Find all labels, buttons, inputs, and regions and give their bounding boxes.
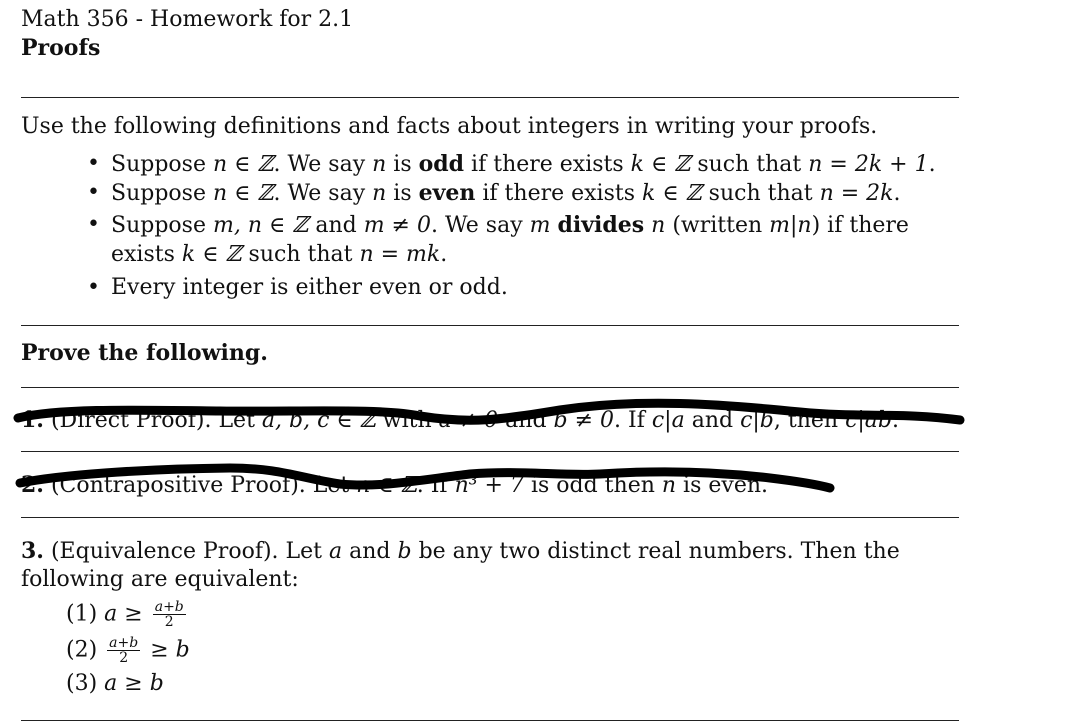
divider-5 [21, 517, 959, 518]
problem-text: be any two distinct real numbers. Then the [411, 539, 900, 564]
option-lhs: a ≥ b [104, 671, 164, 696]
def-text: Suppose [111, 152, 213, 177]
def-text: such that [701, 181, 820, 206]
def-math: n = 2k [819, 181, 894, 206]
page-title: Proofs [21, 35, 101, 61]
def-math: n = 2k + 1 [808, 152, 929, 177]
def-text: such that [241, 242, 360, 267]
def-term: even [418, 180, 476, 206]
problem-text: and [342, 539, 398, 564]
problem-math: b ≠ 0 [553, 408, 615, 433]
problem-text: is odd then [523, 473, 662, 498]
def-math: m ≠ 0 [363, 213, 431, 238]
def-var: n [372, 181, 387, 206]
fraction-numerator: a+b [109, 635, 139, 651]
def-var: n [651, 213, 666, 238]
problem-text: Let [305, 473, 357, 498]
def-text: if there exists [464, 152, 631, 177]
def-math: k ∈ ℤ [642, 181, 702, 206]
def-math: n ∈ ℤ [212, 181, 274, 206]
def-math: m, n ∈ ℤ [212, 213, 309, 238]
problem-text: Let [211, 408, 262, 433]
def-term: odd [418, 151, 465, 177]
problem-math: a, b, c ∈ ℤ [261, 408, 376, 433]
option-number: (3) [66, 671, 98, 696]
def-text: . We say [273, 181, 373, 206]
equivalence-option-3 [66, 671, 164, 696]
option-lhs: a ≥ [104, 601, 143, 627]
problem-var: b [397, 539, 412, 564]
problem-math: n [661, 473, 677, 498]
bullet-icon: • [87, 275, 100, 300]
def-text: Suppose [111, 181, 213, 206]
def-math: n ∈ ℤ [212, 152, 274, 177]
def-term: divides [557, 212, 645, 238]
course-title: Math 356 - Homework for 2.1 [21, 7, 354, 32]
problem-number: 2. [21, 472, 44, 498]
def-text: exists [111, 242, 182, 267]
problem-var: a [329, 539, 343, 564]
problem-text: . [892, 408, 900, 433]
problem-text: and [498, 408, 554, 433]
problem-text: is even. [676, 473, 769, 498]
section-heading: Prove the following. [21, 340, 268, 366]
def-var: n [372, 152, 387, 177]
equivalence-option-2 [66, 636, 190, 665]
problem-math: n³ + 7 [454, 473, 524, 498]
option-number: (1) [66, 601, 98, 627]
bullet-icon: • [87, 212, 100, 237]
def-text: . [928, 152, 936, 177]
fraction [153, 600, 186, 629]
problem-3 [21, 538, 900, 564]
def-text: and [308, 213, 364, 238]
bullet-icon: • [87, 151, 100, 176]
problem-math: a ≠ 0 [438, 408, 499, 433]
def-text: such that [690, 152, 809, 177]
def-text: . [440, 242, 448, 267]
problem-label: (Equivalence Proof). [50, 539, 279, 564]
problem-number: 3. [21, 538, 44, 564]
def-text: is [386, 152, 419, 177]
divider-6 [21, 720, 959, 721]
equivalence-option-1 [66, 600, 189, 629]
def-math: k ∈ ℤ [181, 242, 242, 267]
fraction-denominator: 2 [164, 614, 174, 630]
problem-math: c|b [740, 408, 774, 433]
problem-text: with [375, 408, 439, 433]
problem-text: , then [773, 408, 846, 433]
def-var: m [529, 213, 551, 238]
def-text: . [893, 181, 901, 206]
problem-label: (Contrapositive Proof). [50, 473, 306, 498]
def-math: n = mk [359, 242, 441, 267]
def-text: . We say [273, 152, 373, 177]
def-text: (written [665, 213, 770, 238]
def-text: Suppose [111, 213, 213, 238]
definitions-intro: Use the following definitions and facts about integers in writing your proofs. [21, 114, 878, 139]
problem-number: 1. [21, 407, 44, 433]
problem-text: . If [416, 473, 455, 498]
bullet-icon: • [87, 180, 100, 205]
scribble-stroke-problem-2 [20, 468, 830, 488]
def-text: if there exists [475, 181, 642, 206]
problem-3-cont: following are equivalent: [21, 567, 299, 592]
def-text: ) if there [811, 213, 909, 238]
problem-label: (Direct Proof). [50, 408, 212, 433]
problem-math: n ∈ ℤ [356, 473, 417, 498]
fraction [107, 636, 140, 665]
def-text: . We say [430, 213, 530, 238]
def-text: Every integer is either even or odd. [111, 275, 508, 300]
problem-text: . If [614, 408, 652, 433]
def-text: is [386, 181, 419, 206]
scribble-stroke-problem-1 [18, 403, 960, 420]
def-math: k ∈ ℤ [630, 152, 691, 177]
option-number: (2) [66, 637, 98, 663]
problem-math: c|a [651, 408, 685, 433]
option-rhs: ≥ b [150, 637, 190, 663]
problem-text: and [684, 408, 741, 433]
problem-text: Let [278, 539, 329, 564]
fraction-denominator: 2 [119, 650, 129, 666]
def-math: m|n [769, 213, 812, 238]
problem-math: c|ab [845, 408, 893, 433]
fraction-numerator: a+b [154, 599, 184, 615]
